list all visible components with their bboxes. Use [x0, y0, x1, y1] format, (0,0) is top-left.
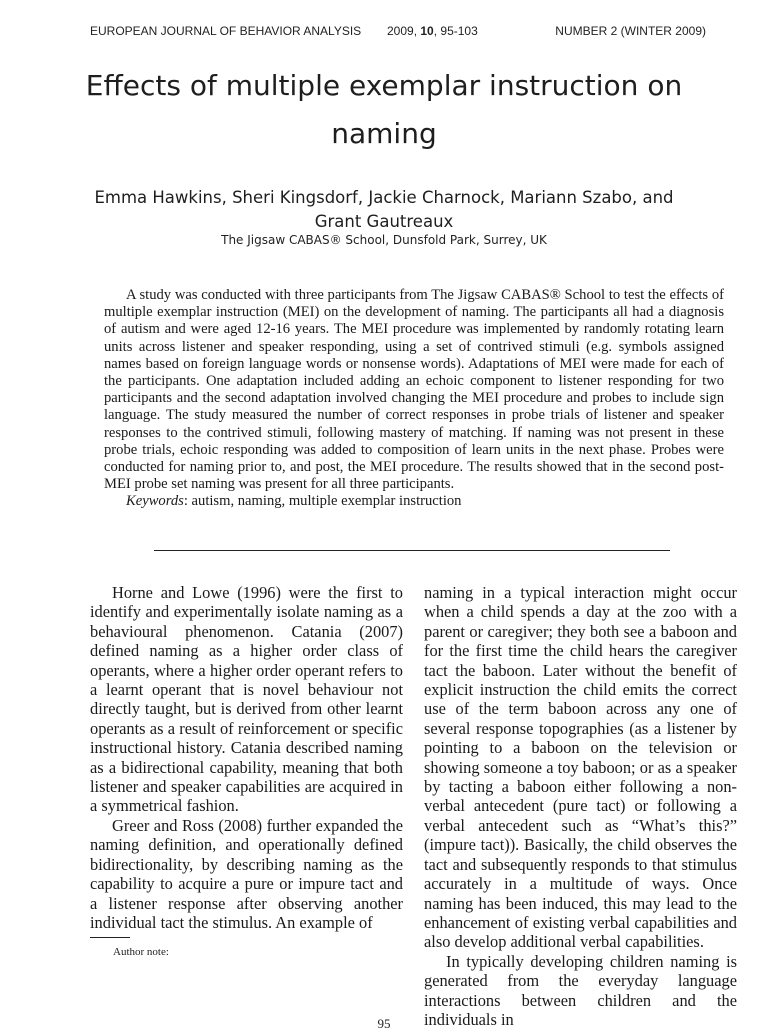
body-paragraph: naming in a typical interaction might occur when a child spends a day at the zoo with a parent or caregiver; they both see a baboon and for the first time the child hears the caregiver tact the baboon. Later without the benefit of explicit instruction the child emits the correct use of the term baboon across any one of several response topographies (as a listener by pointing to a baboon on the television or showing someone a toy baboon; or as a speaker by tacting a baboon either following a non-verbal antecedent (pure tact) or following a verbal antecedent such as “What’s this?” (impure tact)). Basically, the child observes the tact and subsequently responds to that stimulus accurately in a multitude of ways. Once naming has been induced, this may lead to the enhancement of existing verbal capabilities and also develop additional verbal capabilities.	[424, 583, 737, 952]
footnote-divider	[90, 937, 130, 938]
journal-name: EUROPEAN JOURNAL OF BEHAVIOR ANALYSIS	[90, 24, 362, 38]
body-column-left	[90, 583, 403, 932]
affiliation: The Jigsaw CABAS® School, Dunsfold Park, Surrey, UK	[221, 233, 547, 247]
body-paragraph: Horne and Lowe (1996) were the first to identify and experimentally isolate naming as a behavioural phenomenon. Catania (2007) defined naming as a higher order class of operants, where a higher order operant refers to a learnt operant that is novel behaviour not directly taught, but is derived from other learnt operants as a result of reinforcement or specific instructional history. Catania described naming as a bidirectional capability, meaning that both listener and speaker capabilities are acquired in a symmetrical fashion.	[90, 583, 403, 816]
volume-number: 10	[420, 24, 434, 38]
keywords-list: : autism, naming, multiple exemplar instruction	[183, 493, 462, 510]
author-note: Author note:	[113, 946, 169, 958]
running-header	[90, 24, 706, 42]
issue-info: NUMBER 2 (WINTER 2009)	[555, 24, 706, 38]
page-number: 95	[377, 1016, 391, 1031]
section-divider	[154, 550, 670, 551]
keywords-line	[104, 493, 724, 510]
page-range: , 95-103	[433, 24, 478, 38]
year: 2009,	[387, 24, 421, 38]
article-title: Effects of multiple exemplar instruction on naming	[85, 69, 683, 150]
abstract-text: A study was conducted with three participants from The Jigsaw CABAS® School to test the effects of multiple exemplar instruction (MEI) on the development of naming. The participants all had a diagnosis of autism and were aged 12-16 years. The MEI procedure was implemented by randomly rotating learn units across listener and speaker responding, using a set of contrived stimuli (e.g. symbols assigned names based on foreign language words or nonsense words). Adaptations of MEI were made for each of the participants. One adaptation included adding an echoic component to listener responding for two participants and the second adaptation involved changing the MEI procedure and probes to include sign language. The study measured the number of correct responses in probe trials of listener and speaker responses to the contrived stimuli, following mastery of matching. If naming was not present in these probe trials, echoic responding was added to composition of learn units in the next phase. Probes were conducted for naming prior to, and post, the MEI procedure. The results showed that in the second post-MEI probe set naming was present for all three participants.	[104, 287, 724, 493]
abstract	[104, 287, 724, 511]
volume-info	[387, 24, 478, 38]
body-paragraph: Greer and Ross (2008) further expanded the naming definition, and operationally defined bidirectionality, by describing naming as the capability to acquire a pure or impure tact and a listener response after observing another individual tact the stimulus. An example of	[90, 815, 403, 932]
keywords-label: Keywords	[126, 493, 184, 510]
body-paragraph: In typically developing children naming is generated from the everyday language interactions between children and the individuals in	[424, 951, 737, 1029]
author-list: Emma Hawkins, Sheri Kingsdorf, Jackie Charnock, Mariann Szabo, and Grant Gautreaux	[94, 188, 674, 231]
body-column-right	[424, 583, 737, 1029]
